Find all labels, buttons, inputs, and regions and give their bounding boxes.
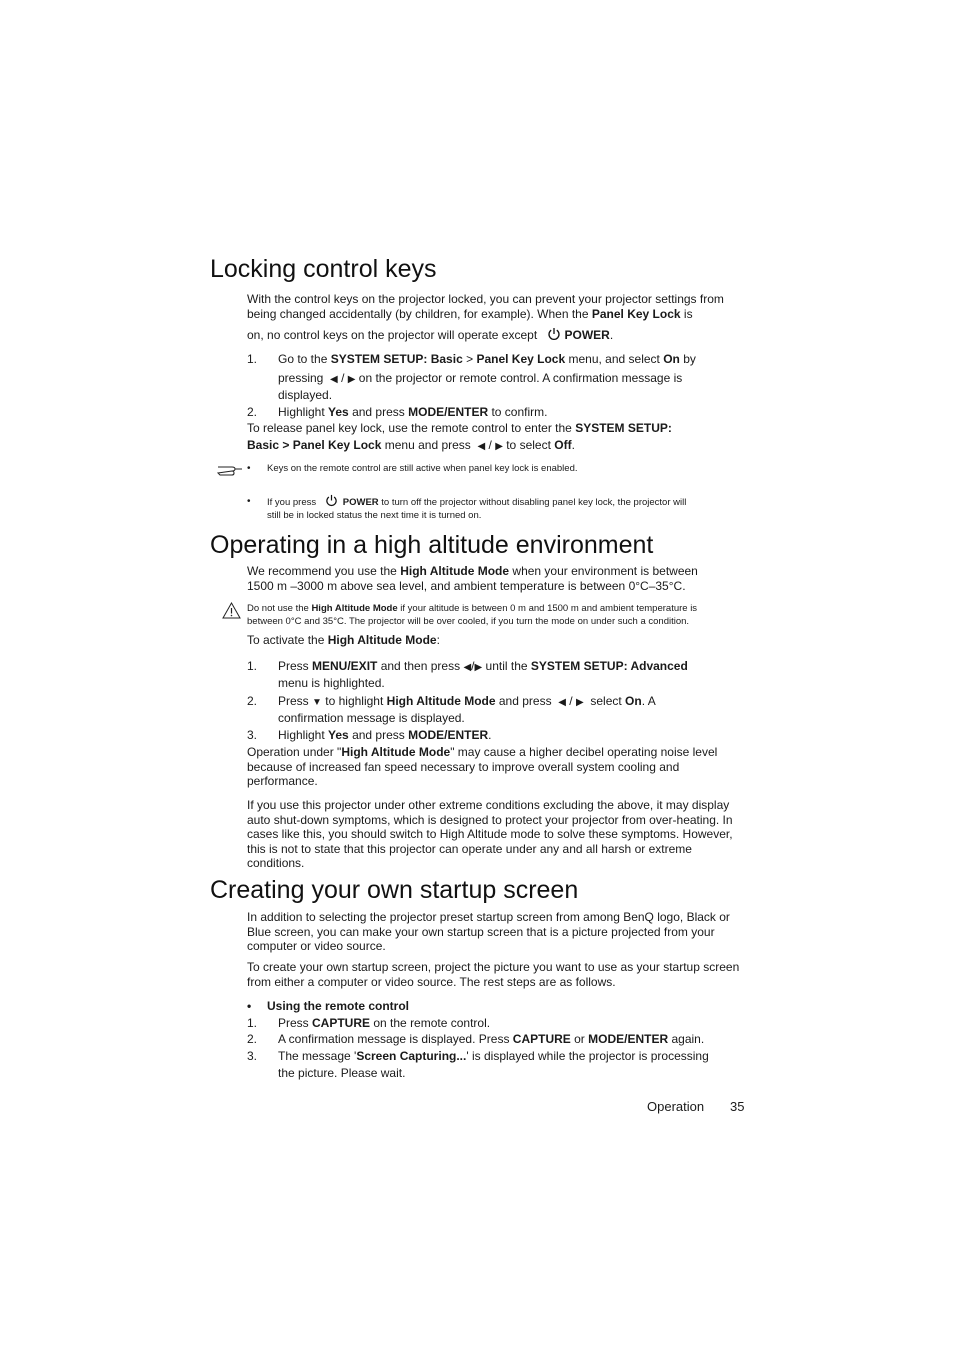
right-arrow-icon: ▶	[495, 441, 503, 452]
text: to select	[502, 438, 555, 452]
left-arrow-icon: ◀	[477, 441, 486, 452]
text: Highlight	[278, 405, 329, 419]
text-bold: CAPTURE	[312, 1016, 371, 1030]
text-bold: MODE/ENTER	[588, 1032, 669, 1046]
text-bold: Yes	[328, 728, 349, 742]
locking-step-1-cont2: displayed.	[278, 388, 333, 402]
text-bold: SYSTEM SETUP: Advanced	[530, 659, 688, 673]
locking-step-1-cont	[278, 370, 748, 389]
altitude-step-1	[278, 658, 748, 677]
section-title-locking-control-keys: Locking control keys	[210, 255, 437, 283]
text: Press	[278, 1016, 313, 1030]
text: To activate the	[247, 633, 328, 647]
text-bold: SYSTEM SETUP:	[575, 421, 672, 435]
right-arrow-icon: ▶	[575, 697, 584, 708]
text: Go to the	[278, 352, 331, 366]
text: to confirm.	[488, 405, 548, 419]
text: to highlight	[321, 694, 387, 708]
note-pointing-hand-icon	[216, 462, 244, 483]
text-bold: SYSTEM SETUP: Basic	[330, 352, 463, 366]
text-bold: Screen Capturing...	[356, 1049, 467, 1063]
slash: /	[471, 659, 475, 673]
text: " may cause a higher decibel operating noise level because of increased fan speed necessary to improve overall system cooling and performance.	[247, 745, 718, 789]
text: is	[680, 306, 693, 321]
power-label: POWER	[564, 328, 610, 342]
text: on the projector or remote control. A confirmation message is	[355, 371, 683, 385]
altitude-step-2-cont: confirmation message is displayed.	[278, 711, 465, 725]
extreme-conditions-paragraph: If you use this projector under other extreme conditions excluding the above, it may display auto shut-down symptoms, which is designed to protect your projector from over-heating. In cases like this, you should switch to High Altitude mode to solve these symptoms. However, this is not to state that this projector can operate under any and all harsh or extreme conditions.	[247, 798, 733, 871]
footer-page-number: 35	[730, 1099, 745, 1114]
text: Highlight	[278, 728, 329, 742]
locking-intro-paragraph-cont	[247, 327, 747, 345]
text: A confirmation message is displayed. Press	[278, 1032, 513, 1046]
altitude-warning	[247, 602, 747, 615]
locking-intro-paragraph	[247, 292, 747, 321]
left-arrow-icon: ◀	[558, 697, 566, 708]
step-number: 1.	[247, 659, 258, 673]
text: .	[488, 728, 492, 742]
left-arrow-icon: ◀	[463, 662, 472, 673]
text: The message '	[278, 1049, 357, 1063]
slash: /	[485, 438, 496, 452]
text: Press	[278, 659, 313, 673]
text: Do not use the	[247, 603, 312, 614]
text-bold: MENU/EXIT	[312, 659, 378, 673]
text: and then press	[377, 659, 461, 673]
text-bold: High Altitude Mode	[311, 603, 398, 614]
text: :	[436, 633, 440, 647]
text: If you press	[267, 497, 317, 508]
altitude-intro-paragraph-cont: 1500 m –3000 m above sea level, and ambient temperature is between 0°C–35°C.	[247, 579, 686, 593]
power-label: POWER	[342, 497, 379, 508]
text: .	[609, 328, 614, 342]
text-bold: MODE/ENTER	[408, 405, 489, 419]
text: until the	[482, 659, 531, 673]
text: and press	[348, 405, 409, 419]
startup-create-paragraph: To create your own startup screen, project the picture you want to use as your startup screen from either a computer or video source. The rest steps are as follows.	[247, 960, 740, 989]
text-bold: On	[663, 352, 680, 366]
startup-intro-paragraph: In addition to selecting the projector preset startup screen from among BenQ logo, Black or Blue screen, you can make your own startup screen that is a picture projected from your computer or video source.	[247, 910, 730, 954]
text-bold: High Altitude Mode	[400, 564, 510, 578]
text: pressing	[278, 371, 324, 385]
subhead-using-remote: Using the remote control	[267, 999, 410, 1013]
step-number: 2.	[247, 405, 258, 419]
slash: /	[337, 371, 348, 385]
right-arrow-icon: ▶	[347, 374, 356, 385]
right-arrow-icon: ▶	[474, 662, 483, 673]
startup-step-2	[278, 1031, 748, 1048]
power-icon	[547, 327, 561, 345]
note-bullet: •	[247, 496, 251, 507]
text: again.	[668, 1032, 705, 1046]
locking-step-1	[278, 351, 748, 368]
text-bold: High Altitude Mode	[386, 694, 496, 708]
left-arrow-icon: ◀	[330, 374, 338, 385]
text-bold: CAPTURE	[512, 1032, 571, 1046]
note-power-lock-cont: still be in locked status the next time it is turned on.	[267, 510, 482, 521]
altitude-intro-paragraph	[247, 564, 747, 579]
slash: /	[565, 694, 576, 708]
footer-section-name: Operation	[647, 1099, 705, 1114]
down-arrow-icon: ▼	[312, 697, 322, 708]
startup-step-3	[278, 1048, 748, 1065]
text-bold: High Altitude Mode	[341, 745, 451, 759]
release-lock-paragraph-cont	[247, 438, 747, 455]
warning-icon	[222, 602, 241, 624]
text-bold: Panel Key Lock	[476, 352, 566, 366]
text: Operation under "	[247, 745, 342, 759]
text-bold: Basic > Panel Key Lock	[247, 438, 382, 452]
step-number: 3.	[247, 728, 258, 742]
step-number: 1.	[247, 352, 258, 366]
text: to turn off the projector without disabling panel key lock, the projector will	[378, 497, 687, 508]
locking-step-2	[278, 404, 748, 421]
subhead-bullet: •	[247, 999, 252, 1013]
text: if your altitude is between 0 m and 1500 m and ambient temperature is	[397, 603, 698, 614]
note-remote-active: Keys on the remote control are still active when panel key lock is enabled.	[267, 463, 578, 474]
altitude-step-1-cont: menu is highlighted.	[278, 676, 385, 690]
step-number: 1.	[247, 1016, 258, 1030]
text: on the remote control.	[370, 1016, 491, 1030]
text-bold: MODE/ENTER	[408, 728, 489, 742]
text: To release panel key lock, use the remote control to enter the	[247, 421, 576, 435]
startup-step-3-cont: the picture. Please wait.	[278, 1066, 406, 1080]
text: With the control keys on the projector locked, you can prevent your projector settings from being changed accidentally (by children, for example). When the	[247, 292, 724, 321]
activate-paragraph	[247, 633, 747, 648]
text-bold: Off	[554, 438, 572, 452]
section-title-high-altitude: Operating in a high altitude environment	[210, 531, 654, 559]
note-bullet: •	[247, 463, 251, 474]
text: by	[679, 352, 696, 366]
text: and press	[348, 728, 409, 742]
text: on, no control keys on the projector will operate except	[247, 328, 538, 342]
section-title-startup-screen: Creating your own startup screen	[210, 876, 579, 904]
text: menu, and select	[565, 352, 664, 366]
text: menu and press	[381, 438, 471, 452]
text: We recommend you use the	[247, 564, 401, 578]
operation-noise-paragraph	[247, 745, 747, 789]
text: Press	[278, 694, 309, 708]
text: >	[462, 352, 477, 366]
text: or	[570, 1032, 589, 1046]
text: and press	[495, 694, 552, 708]
text: . A	[641, 694, 656, 708]
altitude-step-3	[278, 727, 748, 744]
text: select	[587, 694, 626, 708]
step-number: 2.	[247, 1032, 258, 1046]
altitude-warning-cont: between 0°C and 35°C. The projector will be over cooled, if you turn the mode on under such a condition.	[247, 616, 690, 627]
text: .	[571, 438, 575, 452]
step-number: 3.	[247, 1049, 258, 1063]
text-bold: On	[625, 694, 642, 708]
text-bold: Panel Key Lock	[591, 306, 681, 321]
altitude-step-2	[278, 693, 748, 712]
step-number: 2.	[247, 694, 258, 708]
startup-step-1	[278, 1015, 748, 1032]
text-bold: Yes	[328, 405, 349, 419]
text: when your environment is between	[509, 564, 698, 578]
text-bold: High Altitude Mode	[327, 633, 437, 647]
release-lock-paragraph	[247, 421, 747, 436]
text: ' is displayed while the projector is processing	[466, 1049, 709, 1063]
